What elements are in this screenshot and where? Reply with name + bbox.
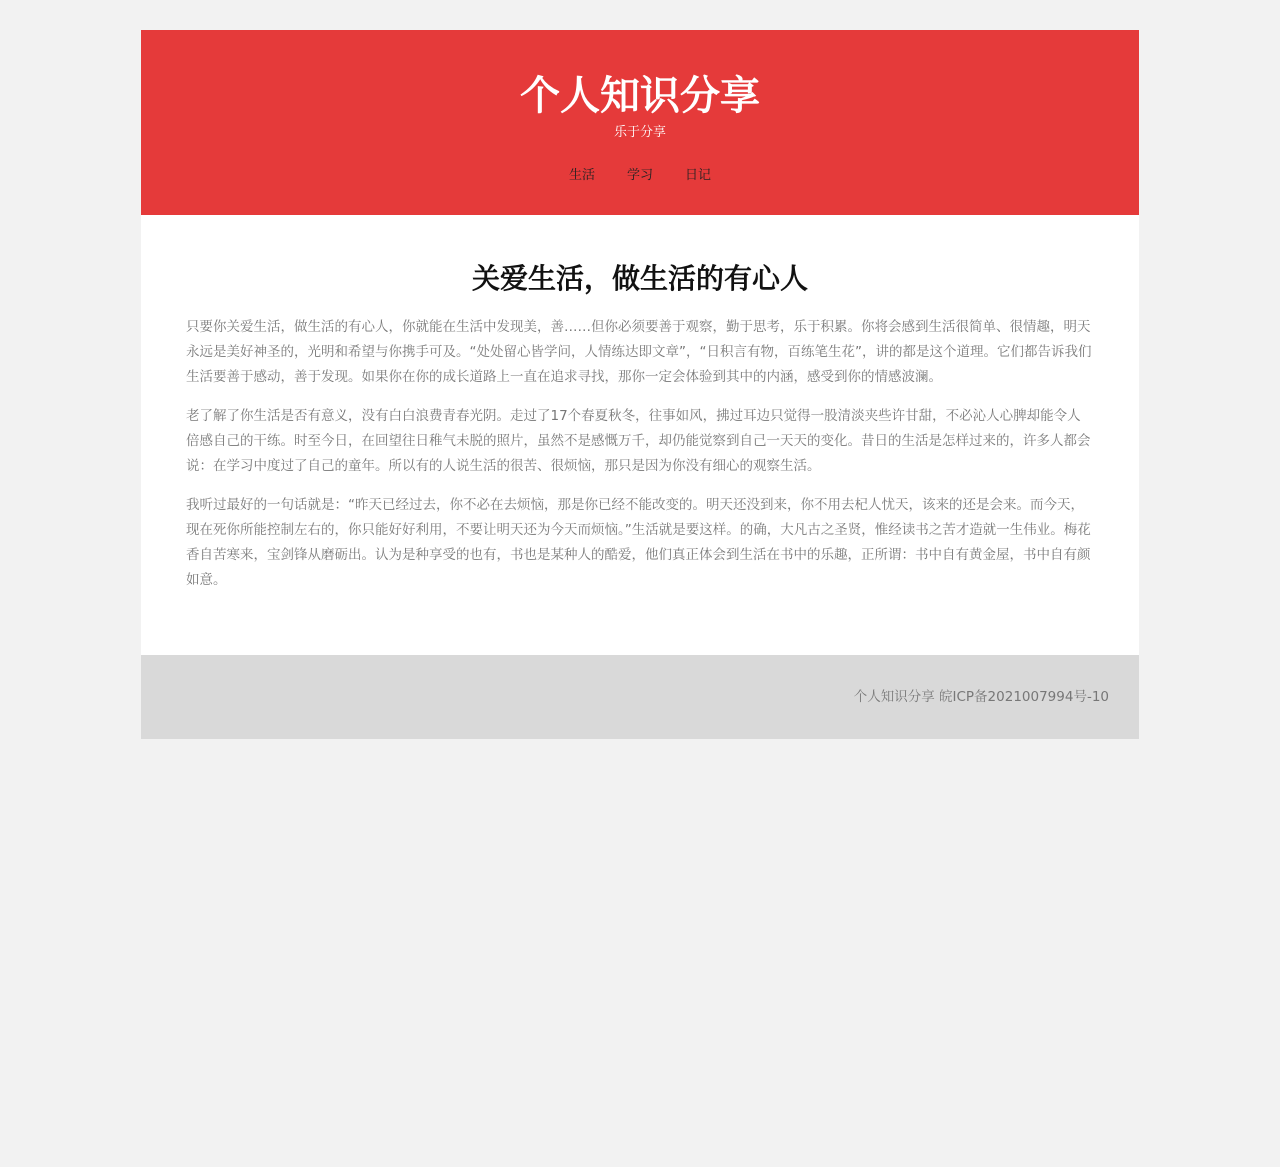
nav-item-diary[interactable]: 日记 <box>685 168 712 183</box>
article-title: 关爱生活，做生活的有心人 <box>471 262 808 295</box>
article-paragraph: 我听过最好的一句话就是：“昨天已经过去，你不必在去烦恼，那是你已经不能改变的。明天还没到来，你不用去杞人忧天，该来的还是会来。而今天，现在死你所能控制左右的，你只能好好利用，不要让明天还为今天而烦恼。”生活就是要这样。的确，大凡古之圣贤，惟经读书之苦才造就一生伟业。梅花香自苦寒来，宝剑锋从磨砺出。认为是种享受的也有，书也是某种人的酷爱，他们真正体会到生活在书中的乐趣，正所谓：书中自有黄金屋，书中自有颜如意。 <box>186 497 1091 588</box>
article-body <box>141 215 1139 655</box>
site-header <box>141 30 1139 215</box>
footer-icp-text[interactable]: 个人知识分享 皖ICP备2021007994号-10 <box>853 689 1109 705</box>
nav-item-study[interactable]: 学习 <box>626 168 653 183</box>
article-paragraph: 老了解了你生活是否有意义，没有白白浪费青春光阴。走过了17个春夏秋冬，往事如风，拂过耳边只觉得一股清淡夹些许甘甜，不必沁人心脾却能令人倍感自己的干练。时至今日，在回望往日稚气未脱的照片，虽然不是感慨万千，却仍能觉察到自己一天天的变化。昔日的生活是怎样过来的，许多人都会说：在学习中度过了自己的童年。所以有的人说生活的很苦、很烦恼，那只是因为你没有细心的观察生活。 <box>186 408 1091 474</box>
site-title[interactable]: 个人知识分享 <box>520 73 760 119</box>
nav-item-life[interactable]: 生活 <box>568 168 595 183</box>
main-nav <box>141 166 1139 186</box>
site-tagline: 乐于分享 <box>613 125 666 140</box>
site-footer <box>141 655 1139 739</box>
article-paragraph: 只要你关爱生活，做生活的有心人，你就能在生活中发现美，善……但你必须要善于观察，勤于思考，乐于积累。你将会感到生活很简单、很情趣，明天永远是美好神圣的，光明和希望与你携手可及。“处处留心皆学问，人情练达即文章”，“日积言有物，百练笔生花”，讲的都是这个道理。它们都告诉我们生活要善于感动，善于发现。如果你在你的成长道路上一直在追求寻找，那你一定会体验到其中的内涵，感受到你的情感波澜。 <box>186 319 1092 385</box>
page-container <box>141 30 1139 739</box>
